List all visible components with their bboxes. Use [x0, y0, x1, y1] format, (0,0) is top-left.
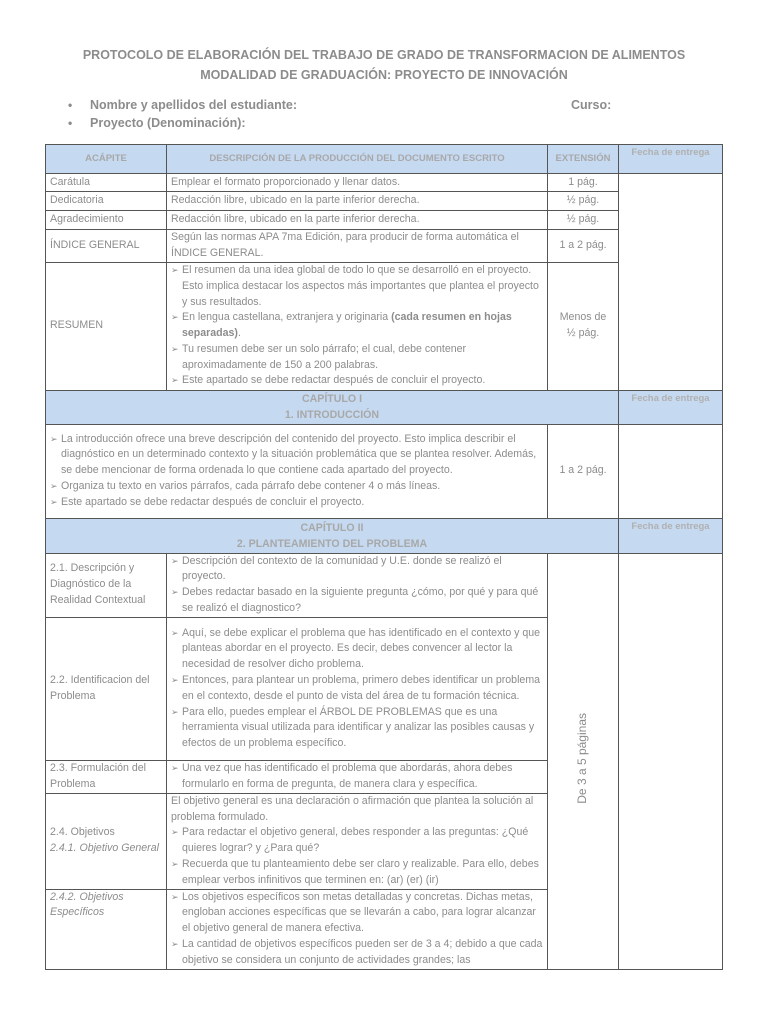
list-item: ➢ El resumen da una idea global de todo lo que se desarrolló en el proyecto. Esto implica destacar los aspectos más importantes que plantea el proyecto y sus resultados. [171, 263, 543, 310]
list-item: ➢ Recuerda que tu planteamiento debe ser claro y realizable. Para ello, debes emplear verbos infinitivos que terminen en: (ar) (er) (ir) [171, 857, 543, 889]
list-item: ➢ Entonces, para plantear un problema, primero debes identificar un problema en el contexto, desde el punto de vista del área de tu formación técnica. [171, 673, 543, 705]
bullet-icon: • [68, 98, 73, 112]
title-line-2: MODALIDAD DE GRADUACIÓN: PROYECTO DE INNOVACIÓN [200, 68, 568, 82]
list-item: ➢ Descripción del contexto de la comunidad y U.E. donde se realizó el proyecto. [171, 554, 543, 586]
table-row [46, 424, 723, 518]
list-item: ➢ Organiza tu texto en varios párrafos, cada párrafo debe contener 4 o más líneas. [50, 479, 543, 495]
list-item: ➢ La cantidad de objetivos específicos pueden ser de 3 a 4; debido a que cada objetivo se considera un conjunto de actividades grandes; las [171, 937, 543, 969]
row-name: Agradecimiento [46, 211, 167, 230]
row-desc [167, 617, 548, 760]
chapter-2-extension [548, 553, 619, 969]
field-nombre-label: Nombre y apellidos del estudiante: [90, 98, 297, 112]
row-name: RESUMEN [46, 262, 167, 390]
row-desc: Redacción libre, ubicado en la parte inferior derecha. [167, 192, 548, 211]
row-name: 2.2. Identificacion del Problema [46, 617, 167, 760]
table-row [46, 553, 723, 617]
chapter-2-fecha: Fecha de entrega [619, 518, 723, 553]
list-item: ➢ Debes redactar basado en la siguiente pregunta ¿cómo, por qué y para qué se realizó el diagnostico? [171, 585, 543, 617]
list-item: ➢ Aquí, se debe explicar el problema que has identificado en el contexto y que planteas abordar en el proyecto. Es decir, debes convencer al lector la necesidad de resolver dicho problema. [171, 626, 543, 673]
chapter-2-header [46, 518, 723, 553]
chapter-2-title: CAPÍTULO II 2. PLANTEAMIENTO DEL PROBLEMA [46, 518, 619, 553]
field-nombre [68, 96, 708, 114]
fecha-cell [619, 174, 723, 391]
row-desc: Emplear el formato proporcionado y llenar datos. [167, 174, 548, 192]
vertical-extension-label: De 3 a 5 páginas [575, 712, 590, 804]
title-line-1: PROTOCOLO DE ELABORACIÓN DEL TRABAJO DE GRADO DE TRANSFORMACION DE ALIMENTOS [82, 48, 686, 62]
header-extension: EXTENSIÓN [548, 145, 619, 174]
row-ext: ½ pág. [548, 211, 619, 230]
row-desc [46, 424, 548, 518]
chapter-1-title: CAPÍTULO I 1. INTRODUCCIÓN [46, 390, 619, 424]
row-desc: Redacción libre, ubicado en la parte inferior derecha. [167, 211, 548, 230]
list-item: ➢ Tu resumen debe ser un solo párrafo; el cual, debe contener aproximadamente de 150 a 200 palabras. [171, 342, 543, 374]
field-proyecto-label: Proyecto (Denominación): [90, 116, 246, 130]
row-name: 2.1. Descripción y Diagnóstico de la Realidad Contextual [46, 553, 167, 617]
row-name: Dedicatoria [46, 192, 167, 211]
list-item: ➢ Este apartado se debe redactar después de concluir el proyecto. [171, 373, 543, 389]
chapter-1-fecha: Fecha de entrega [619, 390, 723, 424]
row-desc [167, 553, 548, 617]
fecha-cell [619, 553, 723, 969]
row-desc [167, 760, 548, 793]
header-fecha: Fecha de entrega [619, 145, 723, 174]
table-row [46, 174, 723, 192]
student-fields [68, 96, 708, 132]
chapter-1-header [46, 390, 723, 424]
bullet-icon: • [68, 116, 73, 130]
list-item: ➢ Una vez que has identificado el problema que abordarás, ahora debes formularlo en forma de pregunta, de manera clara y específica. [171, 761, 543, 793]
list-item: ➢ Para redactar el objetivo general, debes responder a las preguntas: ¿Qué quieres lograr? y ¿Para qué? [171, 825, 543, 857]
row-name: 2.4.2. Objetivos Específicos [46, 889, 167, 969]
row-name: 2.3. Formulación del Problema [46, 760, 167, 793]
row-ext: 1 pág. [548, 174, 619, 192]
field-curso-label: Curso: [571, 98, 612, 112]
row-desc: El objetivo general es una declaración o afirmación que plantea la solución al problema formulado. ➢ Para redactar el objetivo general, debes responder a las preguntas: ¿Qué quieres lograr? y ¿Para qué? ➢ Recuerda que tu planteamiento debe ser claro y realizable. Para ello, debes emplear verbos infinitivos que terminen en: (ar) (er) (ir) [167, 793, 548, 889]
header-descripcion: DESCRIPCIÓN DE LA PRODUCCIÓN DEL DOCUMENTO ESCRITO [167, 145, 548, 174]
field-proyecto [68, 114, 708, 132]
row-name: Carátula [46, 174, 167, 192]
row-desc [167, 889, 548, 969]
row-desc [167, 262, 548, 390]
row-name: ÍNDICE GENERAL [46, 230, 167, 263]
row-ext: ½ pág. [548, 192, 619, 211]
protocol-table [45, 144, 723, 970]
list-item: ➢ Este apartado se debe redactar después de concluir el proyecto. [50, 495, 543, 511]
row-ext: 1 a 2 pág. [548, 230, 619, 263]
row-name: 2.4. Objetivos 2.4.1. Objetivo General [46, 793, 167, 889]
document-title [0, 45, 768, 85]
header-acapite: ACÁPITE [46, 145, 167, 174]
table-header [46, 145, 723, 174]
fecha-cell [619, 424, 723, 518]
list-item: ➢ En lengua castellana, extranjera y originaria (cada resumen en hojas separadas). [171, 310, 543, 342]
row-desc: Según las normas APA 7ma Edición, para producir de forma automática el ÍNDICE GENERAL. [167, 230, 548, 263]
list-item: ➢ Los objetivos específicos son metas detalladas y concretas. Dichas metas, engloban acciones específicas que se llevarán a cabo, para lograr alcanzar el objetivo general de manera efectiva. [171, 890, 543, 937]
list-item: ➢ Para ello, puedes emplear el ÁRBOL DE PROBLEMAS que es una herramienta visual utilizada para identificar y analizar las posibles causas y efectos de un problema específico. [171, 705, 543, 752]
list-item: ➢ La introducción ofrece una breve descripción del contenido del proyecto. Esto implica describir el diagnóstico en un determinado contexto y la situación problemática que se plantea resolver. Además, se debe mencionar de forma ordenada lo que contiene cada apartado del proyecto. [50, 432, 543, 479]
row-ext: Menos de ½ pág. [548, 262, 619, 390]
row-ext: 1 a 2 pág. [548, 424, 619, 518]
